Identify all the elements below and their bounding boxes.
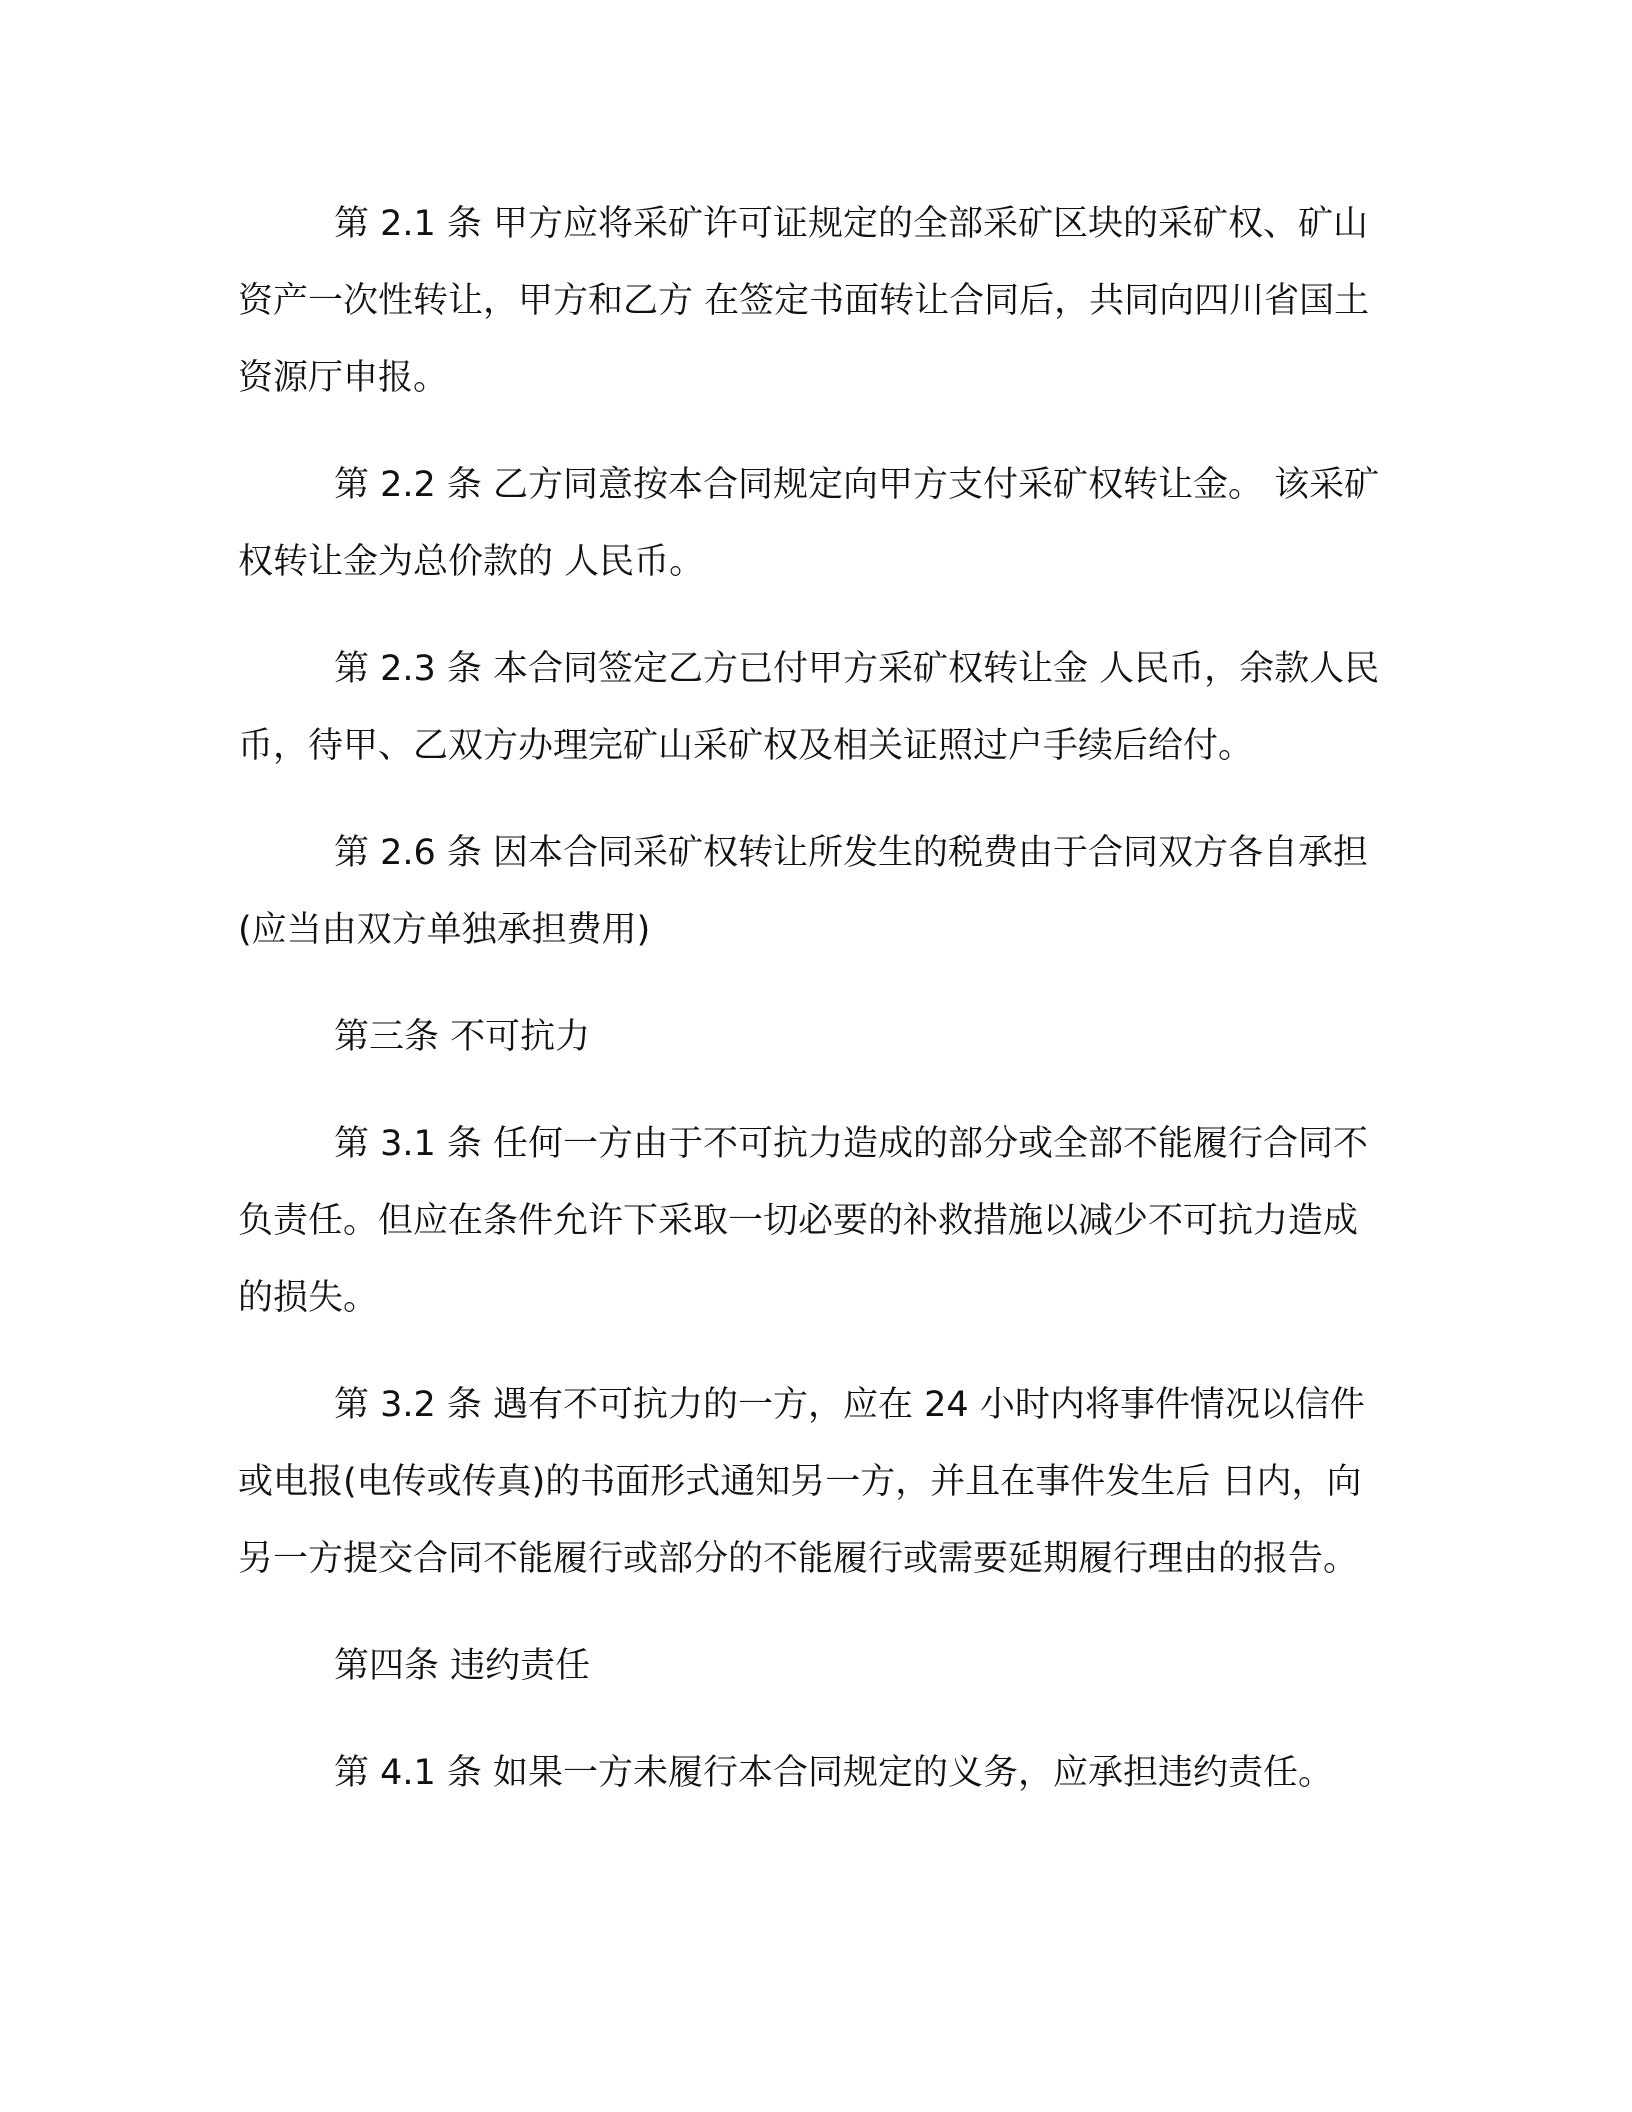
clause-3-2: 第 3.2 条 遇有不可抗力的一方，应在 24 小时内将事件情况以信件或电报(电传或传真)的书面形式通知另一方，并且在事件发生后 日内，向另一方提交合同不能履行或部分的不能履行或需要延期履行理由的报告。 bbox=[238, 1385, 1365, 1579]
clause-2-2: 第 2.2 条 乙方同意按本合同规定向甲方支付采矿权转让金。 该采矿权转让金为总价款的 人民币。 bbox=[238, 465, 1380, 582]
document-body bbox=[238, 186, 1388, 1812]
clause-2-6: 第 2.6 条 因本合同采矿权转让所发生的税费由于合同双方各自承担(应当由双方单独承担费用) bbox=[238, 833, 1369, 950]
article-3-heading: 第三条 不可抗力 bbox=[334, 1017, 591, 1057]
article-4-heading: 第四条 违约责任 bbox=[334, 1646, 591, 1686]
clause-3-1: 第 3.1 条 任何一方由于不可抗力造成的部分或全部不能履行合同不负责任。但应在条件允许下采取一切必要的补救措施以减少不可抗力造成的损失。 bbox=[238, 1124, 1369, 1318]
clause-2-1: 第 2.1 条 甲方应将采矿许可证规定的全部采矿区块的采矿权、矿山资产一次性转让，甲方和乙方 在签定书面转让合同后，共同向四川省国土资源厅申报。 bbox=[238, 204, 1370, 398]
clause-4-1: 第 4.1 条 如果一方未履行本合同规定的义务，应承担违约责任。 bbox=[334, 1753, 1334, 1793]
clause-2-3: 第 2.3 条 本合同签定乙方已付甲方采矿权转让金 人民币，余款人民币，待甲、乙双方办理完矿山采矿权及相关证照过户手续后给付。 bbox=[238, 649, 1380, 766]
